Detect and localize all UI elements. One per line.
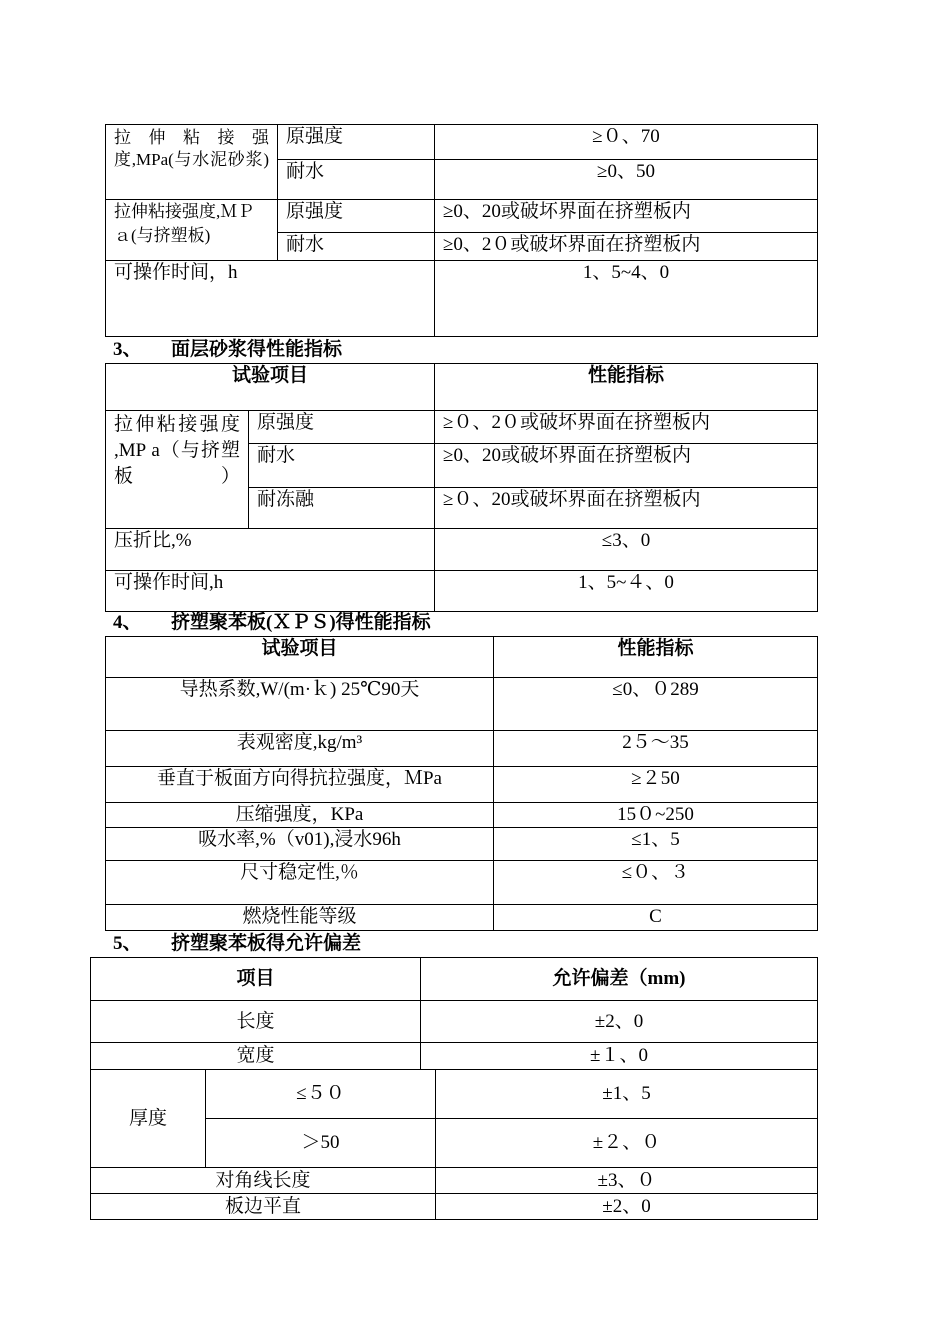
water-resistance-value: ≥0、50 bbox=[435, 160, 818, 200]
table-row-value: C bbox=[494, 905, 818, 931]
tensile-bond-strength-xps-label: 拉伸粘接强度,ＭＰａ(与挤塑板) bbox=[106, 200, 278, 261]
xps-performance-table bbox=[105, 636, 818, 931]
operable-time-value: 1、5~4、0 bbox=[435, 261, 818, 337]
width-label: 宽度 bbox=[91, 1043, 421, 1070]
original-strength-label: 原强度 bbox=[278, 125, 435, 160]
width-value: ±１、0 bbox=[421, 1043, 818, 1070]
section-5-heading bbox=[113, 932, 361, 956]
table-row-value: 15０~250 bbox=[494, 803, 818, 828]
section-title: 面层砂浆得性能指标 bbox=[171, 339, 343, 360]
table-row-value: ≥２50 bbox=[494, 767, 818, 803]
header-item: 项目 bbox=[91, 958, 421, 1001]
operable-time-label: 可操作时间，h bbox=[106, 261, 435, 337]
table-row-item: 燃烧性能等级 bbox=[106, 905, 494, 931]
section-number: 3、 bbox=[113, 339, 142, 360]
section-title: 挤塑聚苯板(ＸＰＳ)得性能指标 bbox=[171, 612, 431, 633]
table-row-item: 尺寸稳定性,％ bbox=[106, 861, 494, 905]
water-resistance-label: 耐水 bbox=[278, 160, 435, 200]
length-label: 长度 bbox=[91, 1001, 421, 1043]
water-resistance-value: ≥0、20或破坏界面在挤塑板内 bbox=[435, 444, 818, 488]
edge-straightness-label: 板边平直 bbox=[91, 1194, 436, 1220]
header-performance: 性能指标 bbox=[435, 364, 818, 411]
table-row-item: 表观密度,kg/m³ bbox=[106, 731, 494, 767]
diagonal-length-label: 对角线长度 bbox=[91, 1168, 436, 1194]
original-strength-value: ≥0、20或破坏界面在挤塑板内 bbox=[435, 200, 818, 233]
operable-time-value: 1、5~４、0 bbox=[435, 571, 818, 612]
header-performance: 性能指标 bbox=[494, 637, 818, 678]
section-number: 4、 bbox=[113, 612, 142, 633]
table-row-value: ≤0、０289 bbox=[494, 678, 818, 731]
thickness-sub-gt50: ＞50 bbox=[206, 1119, 436, 1168]
operable-time-label: 可操作时间,h bbox=[106, 571, 435, 612]
adhesive-mortar-table bbox=[105, 124, 818, 337]
table-row-item: 吸水率,%（v01),浸水96h bbox=[106, 828, 494, 861]
freeze-thaw-value: ≥０、20或破坏界面在挤塑板内 bbox=[435, 488, 818, 529]
edge-straightness-value: ±2、0 bbox=[436, 1194, 818, 1220]
freeze-thaw-label: 耐冻融 bbox=[249, 488, 435, 529]
table-row-value: 2５～35 bbox=[494, 731, 818, 767]
tensile-bond-strength-mortar-label: 拉伸粘接强度,MPa(与水泥砂浆) bbox=[106, 125, 278, 200]
water-resistance-value: ≥0、2０或破坏界面在挤塑板内 bbox=[435, 233, 818, 261]
surface-mortar-table bbox=[105, 363, 818, 612]
thickness-value-le50: ±1、5 bbox=[436, 1070, 818, 1119]
original-strength-label: 原强度 bbox=[278, 200, 435, 233]
table-row-value: ≤０、３ bbox=[494, 861, 818, 905]
thickness-value-gt50: ±２、０ bbox=[436, 1119, 818, 1168]
tensile-bond-strength-label: 拉伸粘接强度 ,MP a（与挤塑板） bbox=[106, 411, 249, 529]
compression-flexure-ratio-label: 压折比,% bbox=[106, 529, 435, 571]
xps-tolerance-table bbox=[90, 957, 818, 1220]
original-strength-value: ≥０、70 bbox=[435, 125, 818, 160]
thickness-sub-le50: ≤５０ bbox=[206, 1070, 436, 1119]
diagonal-length-value: ±3、０ bbox=[436, 1168, 818, 1194]
header-test-item: 试验项目 bbox=[106, 364, 435, 411]
original-strength-value: ≥０、2０或破坏界面在挤塑板内 bbox=[435, 411, 818, 444]
header-deviation: 允许偏差（mm) bbox=[421, 958, 818, 1001]
header-test-item: 试验项目 bbox=[106, 637, 494, 678]
section-title: 挤塑聚苯板得允许偏差 bbox=[171, 933, 362, 954]
table-row-item: 导热系数,W/(m·ｋ) 25℃90天 bbox=[106, 678, 494, 731]
water-resistance-label: 耐水 bbox=[249, 444, 435, 488]
compression-flexure-ratio-value: ≤3、0 bbox=[435, 529, 818, 571]
table-row-item: 压缩强度，KPa bbox=[106, 803, 494, 828]
table-row-value: ≤1、5 bbox=[494, 828, 818, 861]
original-strength-label: 原强度 bbox=[249, 411, 435, 444]
length-value: ±2、0 bbox=[421, 1001, 818, 1043]
water-resistance-label: 耐水 bbox=[278, 233, 435, 261]
thickness-label: 厚度 bbox=[91, 1070, 206, 1168]
section-number: 5、 bbox=[113, 933, 142, 954]
section-4-heading bbox=[113, 611, 431, 635]
section-3-heading bbox=[113, 338, 342, 362]
table-row-item: 垂直于板面方向得抗拉强度，ＭPa bbox=[106, 767, 494, 803]
